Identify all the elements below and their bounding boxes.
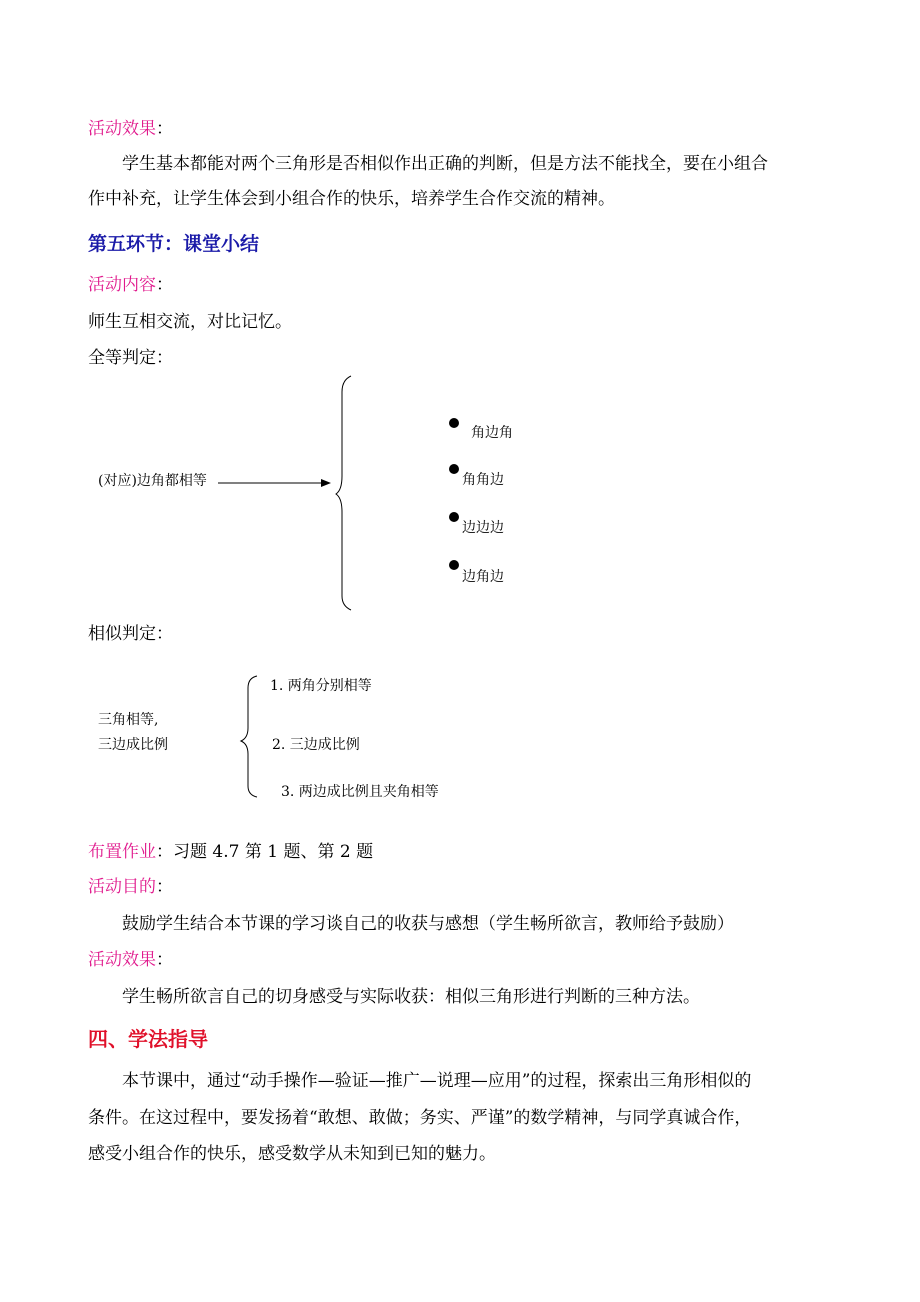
congruent-arrowhead [321, 479, 331, 487]
method-line2: 条件。在这过程中，要发扬着“敢想、敢做；务实、严谨”的数学精神，与同学真诚合作， [88, 1108, 752, 1128]
bullet-dot [449, 560, 459, 570]
similar-source-line1: 三角相等, [98, 712, 159, 728]
effect-label: 活动效果 [88, 119, 156, 139]
effect-paragraph-line1: 学生基本都能对两个三角形是否相似作出正确的判断，但是方法不能找全，要在小组合 [122, 154, 768, 174]
congruent-item-3: 边边边 [462, 520, 504, 536]
similar-label: 相似判定： [88, 624, 173, 644]
similar-item-2: 2. 三边成比例 [272, 737, 360, 753]
congruent-item-1: 角边角 [471, 425, 513, 441]
homework-line: 布置作业：习题 4.7 第 1 题、第 2 题 [88, 842, 374, 862]
goal-heading: 活动目的： [88, 877, 173, 897]
bullet-dot [449, 512, 459, 522]
bullet-dot [449, 464, 459, 474]
method-line3: 感受小组合作的快乐，感受数学从未知到已知的魅力。 [88, 1144, 496, 1164]
similar-item-3: 3. 两边成比例且夹角相等 [281, 784, 439, 800]
effect2-heading: 活动效果： [88, 950, 173, 970]
method-heading: 四、学法指导 [88, 1027, 208, 1051]
congruent-brace [336, 376, 351, 610]
method-line1: 本节课中，通过“动手操作—验证—推广—说理—应用”的过程，探索出三角形相似的 [122, 1071, 752, 1091]
section5-heading: 第五环节：课堂小结 [88, 233, 260, 255]
content-heading: 活动内容： [88, 275, 173, 295]
effect-heading: 活动效果： [88, 119, 173, 139]
similar-source-line2: 三边成比例 [98, 737, 168, 753]
effect2-text: 学生畅所欲言自己的切身感受与实际收获：相似三角形进行判断的三种方法。 [122, 987, 700, 1007]
content-label: 活动内容 [88, 275, 156, 295]
content-text: 师生互相交流，对比记忆。 [88, 312, 292, 332]
goal-label: 活动目的 [88, 877, 156, 897]
congruent-label: 全等判定： [88, 348, 173, 368]
bullet-dot [449, 418, 459, 428]
congruent-item-2: 角角边 [462, 472, 504, 488]
congruent-item-4: 边角边 [462, 569, 504, 585]
goal-text: 鼓励学生结合本节课的学习谈自己的收获与感想（学生畅所欲言，教师给予鼓励） [122, 914, 734, 934]
homework-text: 习题 4.7 第 1 题、第 2 题 [173, 842, 374, 862]
homework-label: 布置作业 [88, 842, 156, 862]
similar-brace [241, 676, 257, 797]
effect2-label: 活动效果 [88, 950, 156, 970]
congruent-source: (对应)边角都相等 [98, 473, 207, 489]
similar-item-1: 1. 两角分别相等 [270, 678, 372, 694]
effect-paragraph-line2: 作中补充，让学生体会到小组合作的快乐，培养学生合作交流的精神。 [88, 189, 615, 209]
